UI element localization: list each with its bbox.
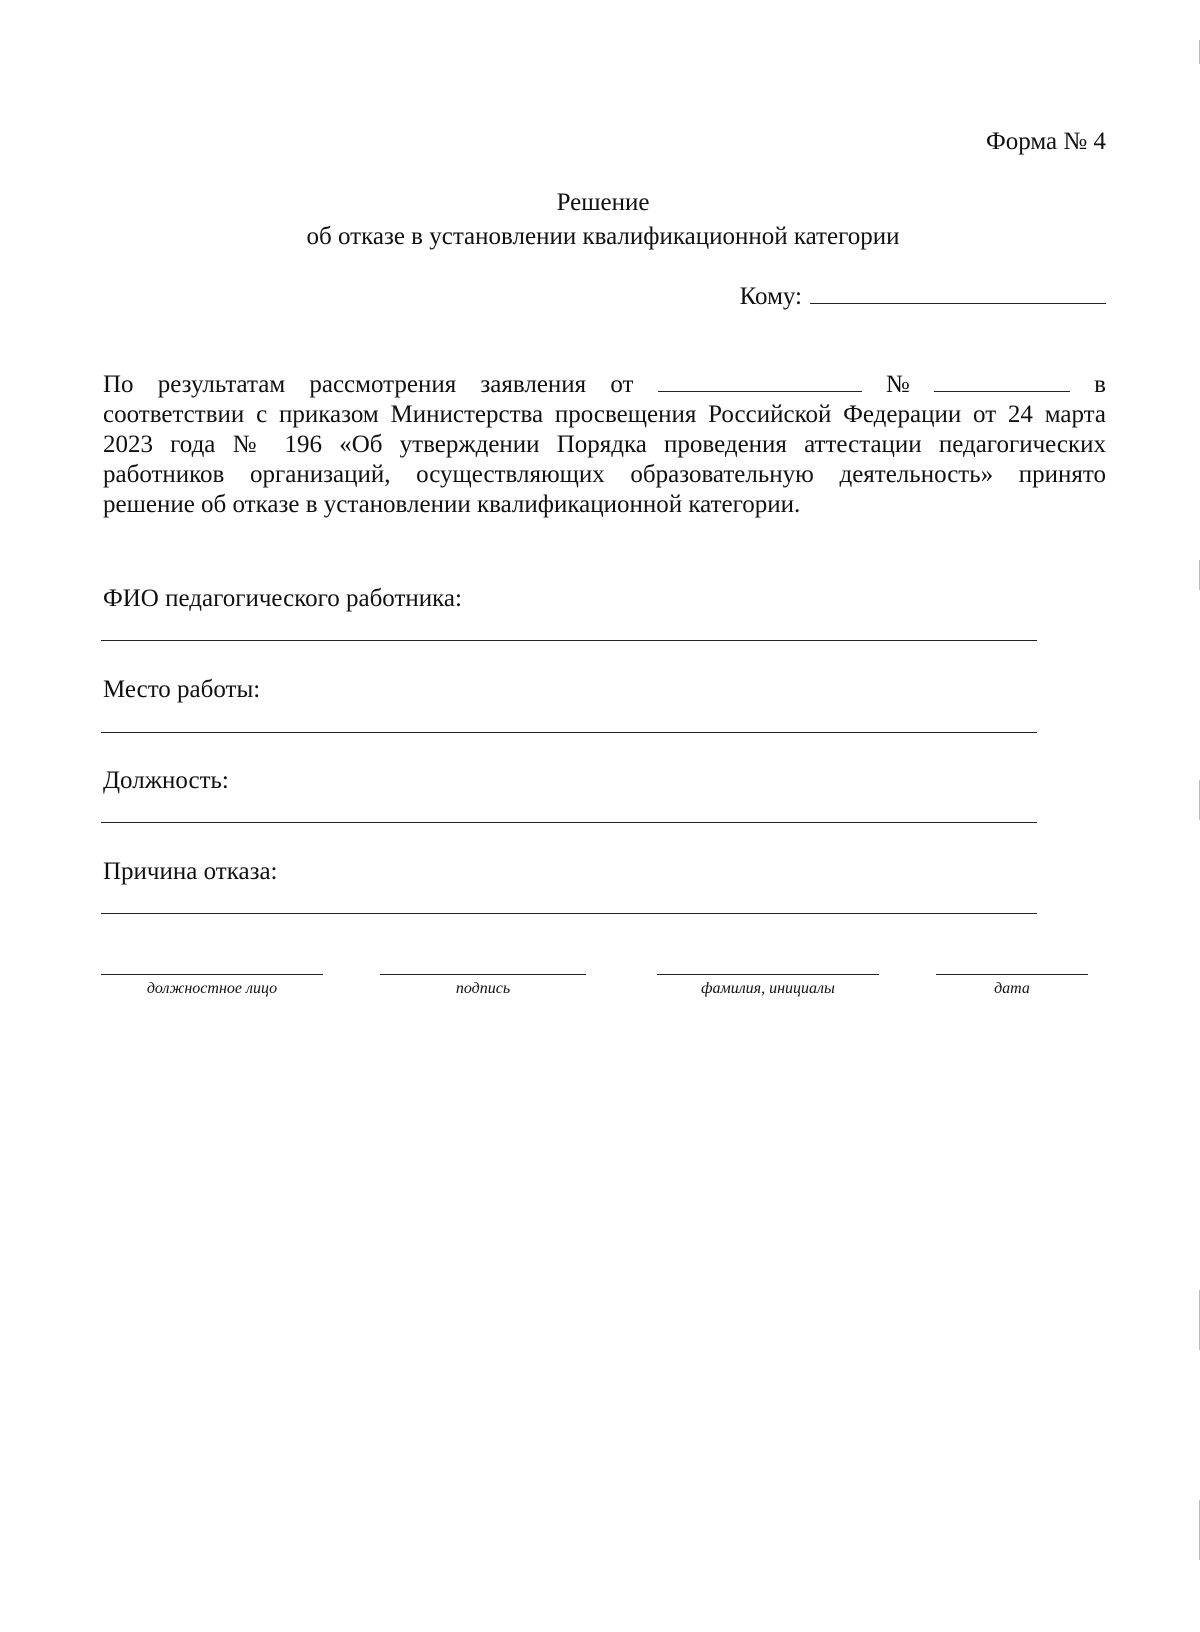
title-line-1: Решение	[556, 189, 650, 216]
workplace-line[interactable]	[101, 732, 1037, 733]
body-word: заявления	[480, 371, 587, 398]
number-sign: №	[885, 371, 910, 398]
teacher-name-label: ФИО педагогического работника:	[103, 585, 462, 612]
signature-line[interactable]	[380, 974, 586, 975]
form-number: Форма № 4	[986, 128, 1106, 155]
document-title	[0, 186, 1200, 254]
body-word: По	[103, 371, 134, 398]
addressee	[740, 281, 1106, 311]
body-word: рассмотрения	[309, 371, 457, 398]
body-rest: соответствии с приказом Министерства просвещения Российской Федерации от 24 марта 2023 года № 196 «Об утверждении Порядка проведения аттестации педагогических работников организаций, осуществляющих образовательную деятельность» принято решение об отказе в установлении квалификационной категории.	[103, 401, 1106, 518]
workplace-label: Место работы:	[103, 676, 261, 703]
addressee-blank[interactable]	[810, 281, 1106, 304]
body-word: от	[610, 371, 634, 398]
official-signature-line[interactable]	[101, 974, 323, 975]
application-date-blank[interactable]	[658, 371, 862, 392]
teacher-name-line[interactable]	[101, 640, 1037, 641]
body-paragraph	[103, 370, 1106, 520]
title-line-2: об отказе в установлении квалификационной категории	[306, 223, 900, 250]
position-label: Должность:	[103, 767, 229, 794]
signature-caption: подпись	[455, 980, 511, 997]
position-line[interactable]	[101, 822, 1037, 823]
body-word: результатам	[157, 371, 286, 398]
date-signature-line[interactable]	[936, 974, 1088, 975]
body-first-line	[103, 370, 1106, 400]
addressee-label: Кому:	[739, 283, 802, 310]
name-caption: фамилия, инициалы	[701, 980, 835, 997]
date-caption: дата	[994, 980, 1030, 997]
refusal-reason-label: Причина отказа:	[103, 858, 278, 885]
name-signature-line[interactable]	[657, 974, 879, 975]
refusal-reason-line[interactable]	[101, 913, 1037, 914]
application-number-blank[interactable]	[934, 371, 1070, 392]
official-caption: должностное лицо	[146, 980, 278, 997]
body-word: в	[1094, 371, 1106, 398]
